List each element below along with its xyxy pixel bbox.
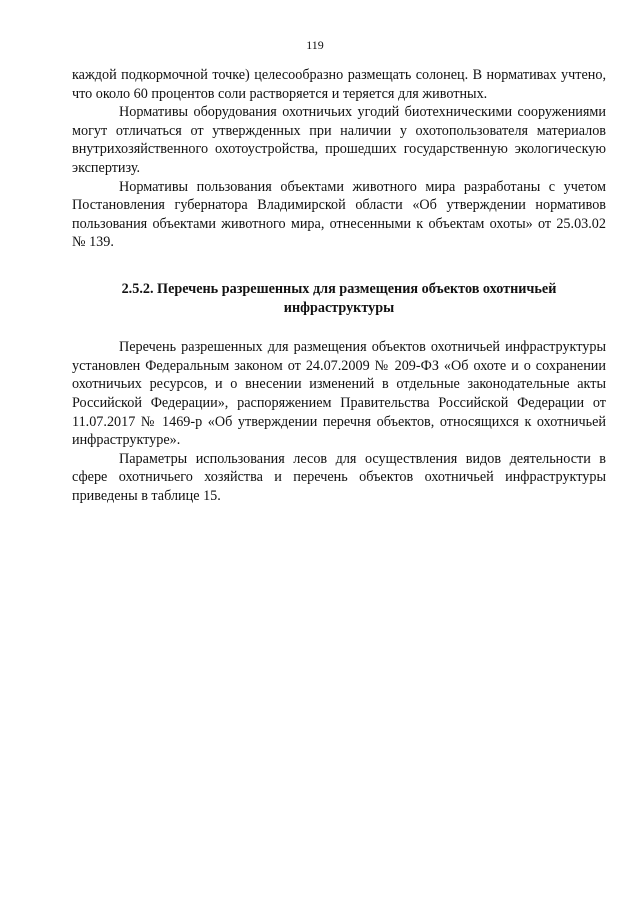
paragraph-salt-lick: каждой подкормочной точке) целесообразно размещать солонец. В нормативах учтено, что около 60 процентов соли растворяется и теряется для животных. <box>72 67 606 102</box>
section-heading: 2.5.2. Перечень разрешенных для размещения объектов охотничьей инфраструктуры <box>121 280 557 316</box>
document-body <box>72 66 606 505</box>
paragraph-equipment-norms: Нормативы оборудования охотничьих угодий биотехническими сооружениями могут отличаться от утвержденных при наличии у охотопользователя материалов внутрихозяйственного охотоустройства, прошедших государственную экологическую экспертизу. <box>72 104 606 176</box>
paragraph-wildlife-norms: Нормативы пользования объектами животного мира разработаны с учетом Постановления губернатора Владимирской области «Об утверждении нормативов пользования объектами животного мира, отнесенными к объектам охоты» от 25.03.02 № 139. <box>72 178 606 251</box>
paragraph-infrastructure-list: Перечень разрешенных для размещения объектов охотничьей инфраструктуры установлен Федеральным законом от 24.07.2009 № 209-ФЗ «Об охоте и о сохранении охотничьих ресурсов, и о внесении изменений в отдельные законодательные акты Российской Федерации», распоряжением Правительства Российской Федерации от 11.07.2017 № 1469-р «Об утверждении перечня объектов, относящихся к охотничьей инфраструктуре». <box>72 339 606 449</box>
paragraph-forest-use-params: Параметры использования лесов для осуществления видов деятельности в сфере охотничьего хозяйства и перечень объектов охотничьей инфраструктуры приведены в таблице 15. <box>72 450 606 504</box>
page-number: 119 <box>306 38 324 52</box>
